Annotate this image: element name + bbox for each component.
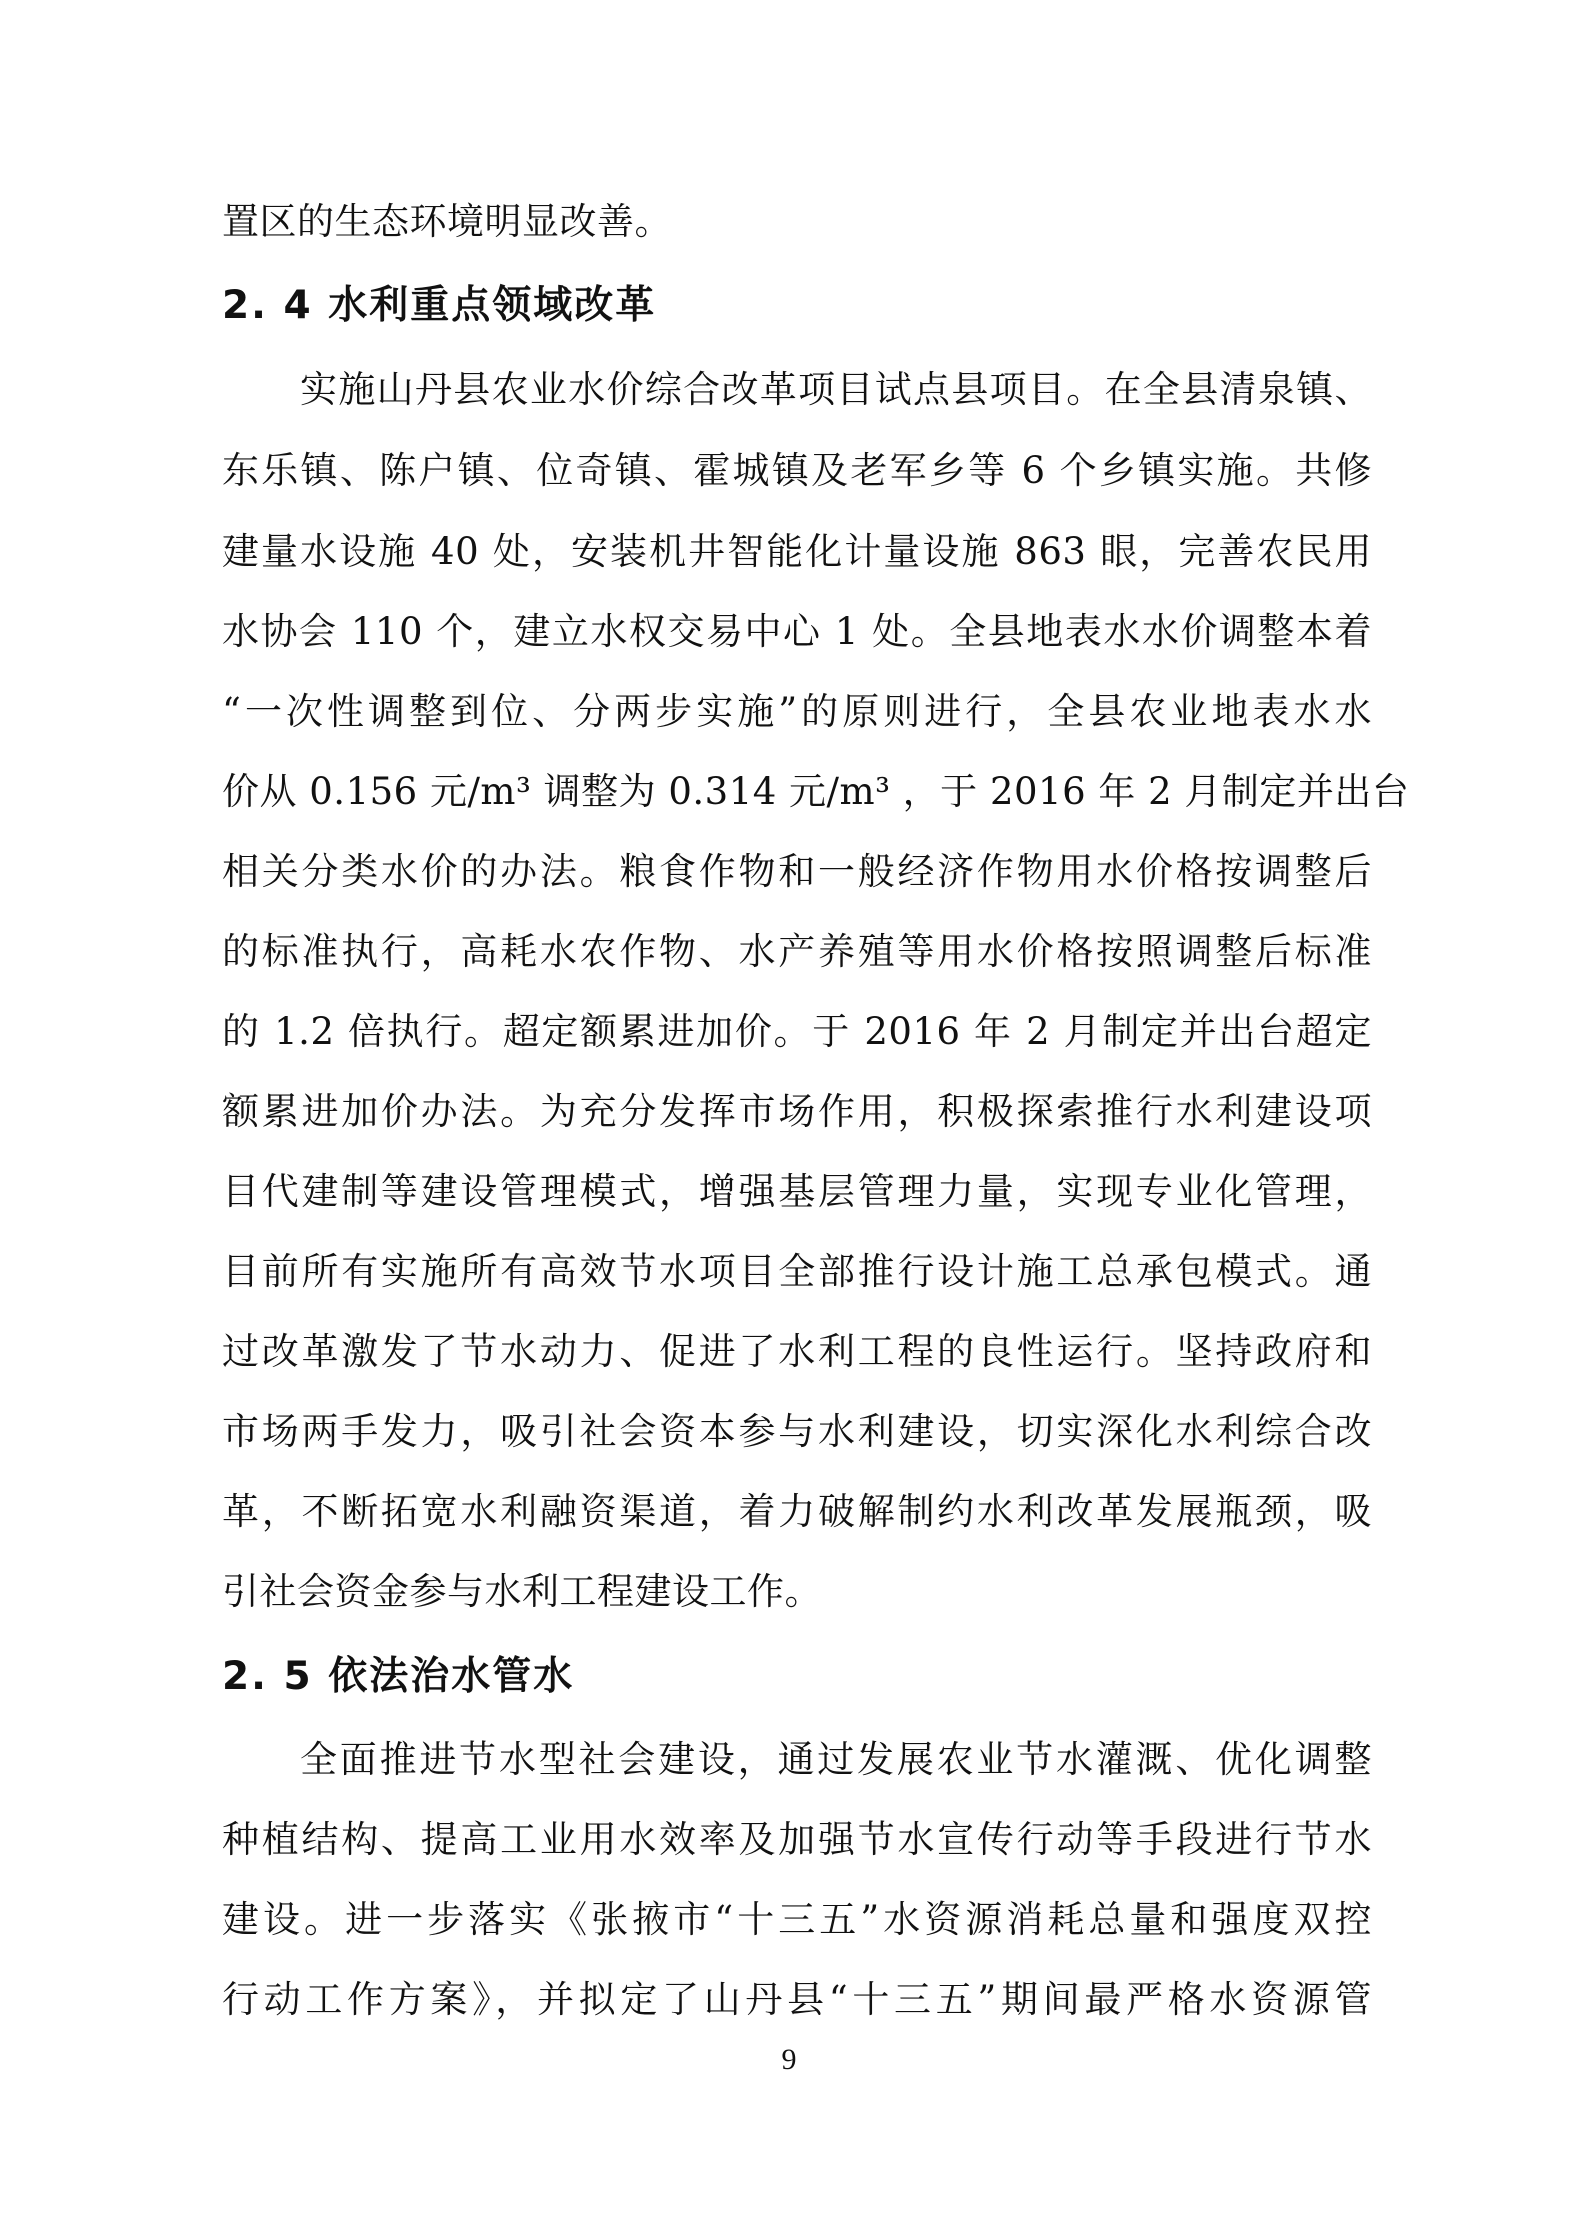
section-heading-2-4: 2. 4 水利重点领域改革 xyxy=(222,283,657,328)
paragraph-line: 目前所有实施所有高效节水项目全部推行设计施工总承包模式。通 xyxy=(222,1250,1372,1293)
paragraph-line: 置区的生态环境明显改善。 xyxy=(222,200,672,243)
paragraph-line: “一次性调整到位、分两步实施”的原则进行，全县农业地表水水 xyxy=(222,690,1372,733)
page-number: 9 xyxy=(781,2043,797,2076)
paragraph-line: 价从 0.156 元/m³ 调整为 0.314 元/m³ ，于 2016 年 2 月制定并出台 xyxy=(222,770,1410,813)
paragraph-line: 额累进加价办法。为充分发挥市场作用，积极探索推行水利建设项 xyxy=(222,1090,1372,1133)
paragraph-line: 种植结构、提高工业用水效率及加强节水宣传行动等手段进行节水 xyxy=(222,1818,1372,1861)
paragraph-line: 市场两手发力，吸引社会资本参与水利建设，切实深化水利综合改 xyxy=(222,1410,1372,1453)
paragraph-line: 的 1.2 倍执行。超定额累进加价。于 2016 年 2 月制定并出台超定 xyxy=(222,1010,1372,1053)
paragraph-line: 东乐镇、陈户镇、位奇镇、霍城镇及老军乡等 6 个乡镇实施。共修 xyxy=(222,449,1372,492)
paragraph-line: 建设。进一步落实《张掖市“十三五”水资源消耗总量和强度双控 xyxy=(222,1898,1372,1941)
paragraph-line: 建量水设施 40 处，安装机井智能化计量设施 863 眼，完善农民用 xyxy=(222,530,1372,573)
section-heading-2-5: 2. 5 依法治水管水 xyxy=(222,1654,575,1699)
paragraph-line: 革，不断拓宽水利融资渠道，着力破解制约水利改革发展瓶颈，吸 xyxy=(222,1490,1372,1533)
paragraph-line: 行动工作方案》，并拟定了山丹县“十三五”期间最严格水资源管 xyxy=(222,1978,1372,2021)
paragraph-line: 的标准执行，高耗水农作物、水产养殖等用水价格按照调整后标准 xyxy=(222,930,1372,973)
paragraph-line: 引社会资金参与水利工程建设工作。 xyxy=(222,1570,822,1613)
paragraph-line: 水协会 110 个，建立水权交易中心 1 处。全县地表水水价调整本着 xyxy=(222,610,1372,653)
paragraph-line: 实施山丹县农业水价综合改革项目试点县项目。在全县清泉镇、 xyxy=(300,368,1372,411)
paragraph-line: 过改革激发了节水动力、促进了水利工程的良性运行。坚持政府和 xyxy=(222,1330,1372,1373)
paragraph-line: 相关分类水价的办法。粮食作物和一般经济作物用水价格按调整后 xyxy=(222,850,1372,893)
paragraph-line: 全面推进节水型社会建设，通过发展农业节水灌溉、优化调整 xyxy=(300,1738,1372,1781)
paragraph-line: 目代建制等建设管理模式，增强基层管理力量，实现专业化管理， xyxy=(222,1170,1372,1213)
